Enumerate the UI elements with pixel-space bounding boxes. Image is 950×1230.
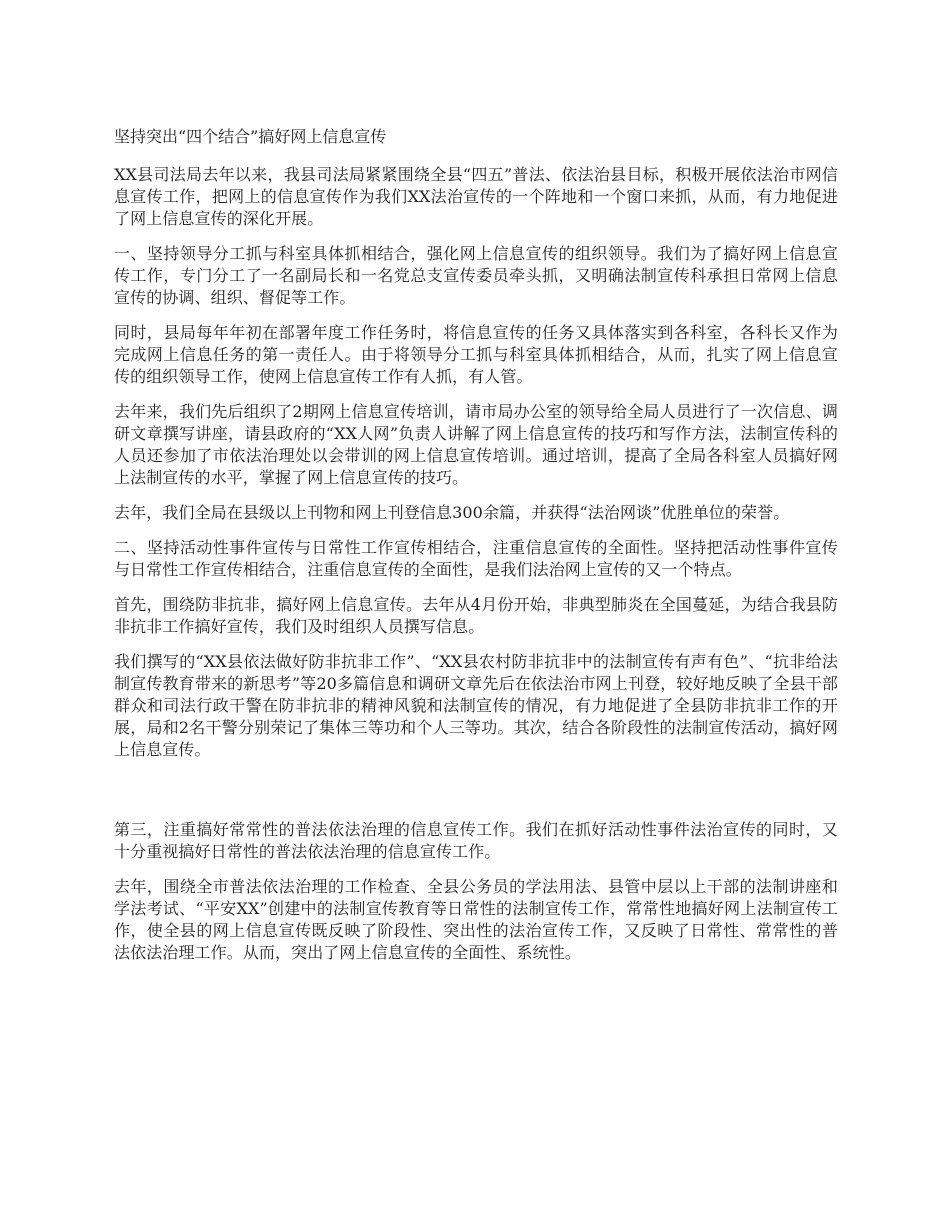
paragraph-daily-work: 去年，围绕全市普法依法治理的工作检查、全县公务员的学法用法、县管中层以上干部的法制讲座和学法考试、“平安XX”创建中的法制宣传教育等日常性的法制宣传工作，常常性地搞好网上法制宣传工作，使全县的网上信息宣传既反映了阶段性、突出性的法治宣传工作，又反映了日常性、常常性的普法依法治理工作。从而，突出了网上信息宣传的全面性、系统性。 <box>114 877 838 962</box>
paragraph-section-two: 二、坚持活动性事件宣传与日常性工作宣传相结合，注重信息宣传的全面性。坚持把活动性事件宣传与日常性工作宣传相结合，注重信息宣传的全面性，是我们法治网上宣传的又一个特点。 <box>114 538 838 579</box>
document-title: 坚持突出“四个结合”搞好网上信息宣传 <box>114 127 387 146</box>
paragraph-achievement: 去年，我们全局在县级以上刊物和网上刊登信息300余篇，并获得“法治网谈”优胜单位的荣誉。 <box>114 503 790 522</box>
document-body <box>114 126 838 977</box>
paragraph-intro: XX县司法局去年以来，我县司法局紧紧围绕全县“四五”普法、依法治县目标，积极开展依法治市网信息宣传工作，把网上的信息宣传作为我们XX法治宣传的一个阵地和一个窗口来抓，从而，有力地促进了网上信息宣传的深化开展。 <box>114 165 838 228</box>
paragraph-training: 去年来，我们先后组织了2期网上信息宣传培训，请市局办公室的领导给全局人员进行了一次信息、调研文章撰写讲座，请县政府的“XX人网”负责人讲解了网上信息宣传的技巧和写作方法，法制宣传科的人员还参加了市依法治理处以会带训的网上信息宣传培训。通过培训，提高了全局各科室人员搞好网上法制宣传的水平，掌握了网上信息宣传的技巧。 <box>114 402 838 487</box>
paragraph-articles: 我们撰写的“XX县依法做好防非抗非工作”、“XX县农村防非抗非中的法制宣传有声有色”、“抗非给法制宣传教育带来的新思考”等20多篇信息和调研文章先后在依法治市网上刊登，较好地反映了全县干部群众和司法行政干警在防非抗非的精神风貌和法制宣传的情况，有力地促进了全县防非抗非工作的开展，局和2名干警分别荣记了集体三等功和个人三等功。其次，结合各阶段性的法制宣传活动，搞好网上信息宣传。 <box>114 652 838 759</box>
paragraph-section-one: 一、坚持领导分工抓与科室具体抓相结合，强化网上信息宣传的组织领导。我们为了搞好网上信息宣传工作，专门分工了一名副局长和一名党总支宣传委员牵头抓，又明确法制宣传科承担日常网上信息宣传的协调、组织、督促等工作。 <box>114 244 838 307</box>
paragraph-section-one-detail: 同时，县局每年年初在部署年度工作任务时，将信息宣传的任务又具体落实到各科室，各科长又作为完成网上信息任务的第一责任人。由于将领导分工抓与科室具体抓相结合，从而，扎实了网上信息宣传的组织领导工作，使网上信息宣传工作有人抓，有人管。 <box>114 323 838 386</box>
paragraph-first-topic: 首先，围绕防非抗非，搞好网上信息宣传。去年从4月份开始，非典型肺炎在全国蔓延，为结合我县防非抗非工作搞好宣传，我们及时组织人员撰写信息。 <box>114 595 838 636</box>
paragraph-spacer <box>114 774 838 819</box>
paragraph-third-topic: 第三，注重搞好常常性的普法依法治理的信息宣传工作。我们在抓好活动性事件法治宣传的同时，又十分重视搞好日常性的普法依法治理的信息宣传工作。 <box>114 820 838 861</box>
